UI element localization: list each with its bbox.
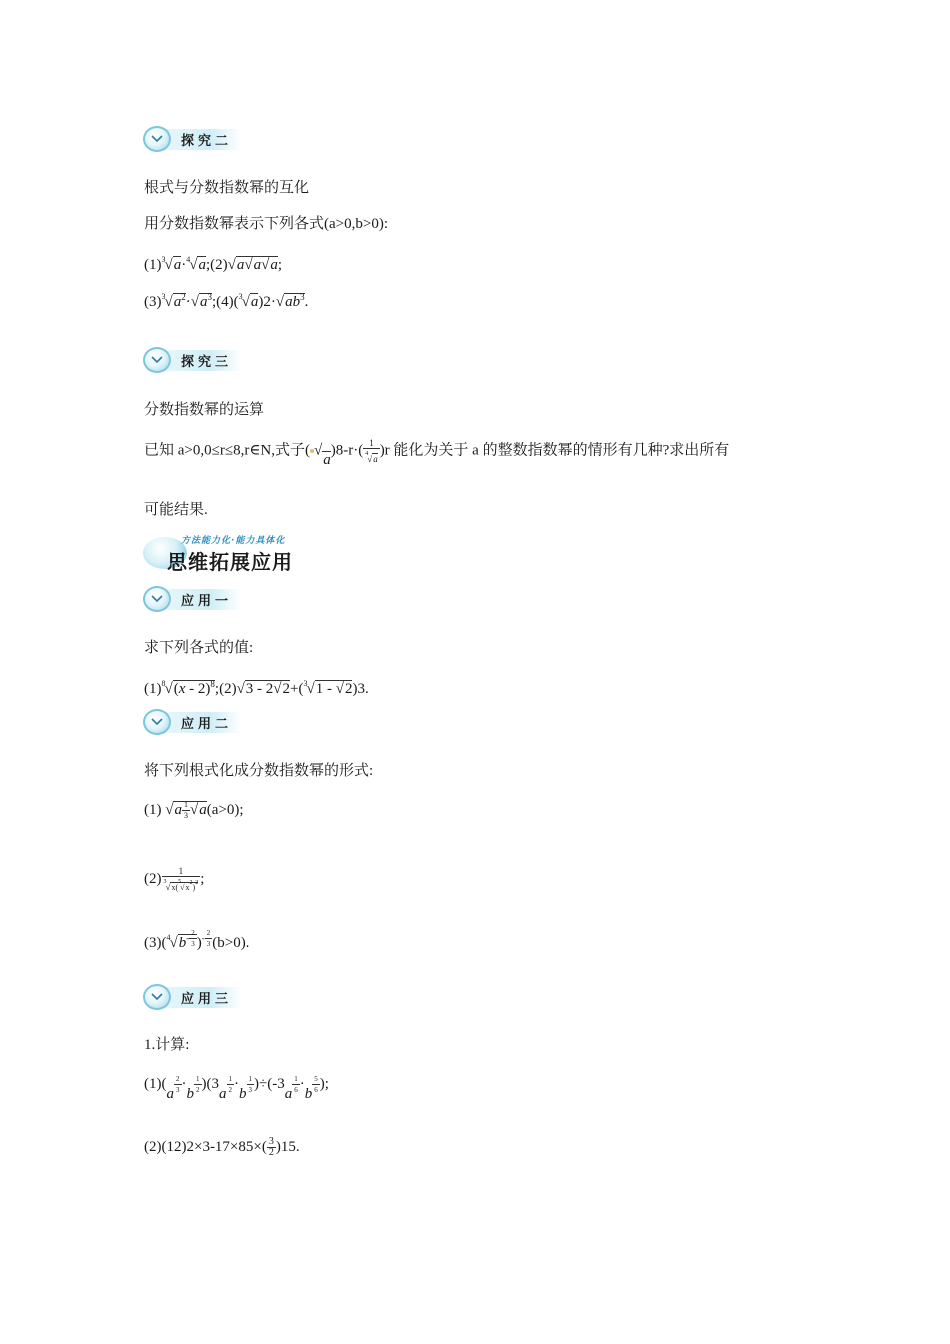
yingyong2-item-2: (2) $\frac{1}{^3√x(^5√x^2)^2}$ ; — [144, 866, 205, 892]
tanjiu3-heading: 分数指数幂的运算 — [144, 402, 265, 418]
badge-yingyong-1 — [143, 585, 243, 615]
badge-tanjiu-3 — [143, 346, 243, 376]
chevron-down-icon — [143, 347, 171, 373]
tanjiu2-heading: 根式与分数指数幂的互化 — [144, 180, 310, 196]
section-subtitle: 方法能力化·能力具体化 — [181, 536, 286, 546]
badge-label: 探究三 — [181, 355, 233, 370]
q-mid: )8-r·( — [330, 442, 364, 459]
badge-tanjiu-2 — [143, 125, 243, 155]
badge-label: 应用二 — [181, 717, 233, 732]
tanjiu3-question: 已知 a>0,0≤r≤8,r∈N,式子( √a)8-r·( $\frac{1}{^4√a}$ )r 能化为关于 a 的整数指数幂的情形有几种?求出所有 — [144, 438, 730, 469]
tanjiu2-item-1-2: $(1)^3√a\cdot^4√a;(2)√a√a√a$; — [144, 255, 282, 273]
chevron-down-icon — [143, 709, 171, 735]
yingyong3-item-1: (1)(a $\frac{2}{3}$ ·b $\frac{1}{2}$ )(3a $\frac{1}{2}$ ·b $\frac{1}{3}$ )÷(-3a $\frac{1}{6}$ ·b $\frac{5}{6}$ ); — [144, 1075, 329, 1102]
fraction: $\frac{1}{^4√a}$ — [365, 438, 378, 464]
yingyong1-items: $(1)^8√(x$ - 2)$^8$;(2)√3 - 2√2+($^3$√1 - √2)3. — [144, 679, 369, 697]
item2-end: )15. — [275, 1139, 300, 1155]
yingyong2-prompt: 将下列根式化成分数指数幂的形式: — [144, 763, 374, 779]
mark-dot — [310, 449, 314, 453]
item2-text: (2)(12)2×3-17×85×( — [144, 1139, 267, 1155]
badge-label: 应用三 — [181, 992, 233, 1007]
yingyong1-prompt: 求下列各式的值: — [144, 640, 254, 656]
chevron-down-icon — [143, 586, 171, 612]
chevron-down-icon — [143, 984, 171, 1010]
badge-yingyong-2 — [143, 708, 243, 738]
tanjiu3-question-end: 可能结果. — [144, 502, 208, 518]
section-header — [143, 533, 313, 575]
badge-yingyong-3 — [143, 983, 243, 1013]
yingyong3-item-2 — [144, 1137, 300, 1158]
yingyong3-prompt: 1.计算: — [144, 1037, 190, 1053]
fraction: $\frac{3}{2}$ — [268, 1136, 274, 1159]
fraction: $\frac{1}{^3√x(^5√x^2)^2}$ — [163, 866, 199, 892]
section-title: 思维拓展应用 — [167, 550, 293, 574]
yingyong2-item-3: $(3)(^4√b^{- \frac{2}{3}}$ )$^{- \frac{2}{3}}$ (b>0). — [144, 929, 250, 951]
q-after: )r 能化为关于 a 的整数指数幂的情形有几种?求出所有 — [379, 442, 730, 459]
badge-label: 应用一 — [181, 594, 233, 609]
tanjiu2-prompt: 用分数指数幂表示下列各式(a>0,b>0): — [144, 216, 388, 232]
q-before: 已知 a>0,0≤r≤8,r∈N,式子( — [144, 442, 311, 459]
chevron-down-icon — [143, 126, 171, 152]
badge-label: 探究二 — [181, 134, 233, 149]
tanjiu2-item-3-4: $(3)^3√a^2\cdot√a^3;(4)(^3√a)2\cdot√ab^3$. — [144, 292, 309, 310]
yingyong2-item-1: (1) √a $\frac{1}{3}$ √a(a>0); — [144, 800, 244, 821]
